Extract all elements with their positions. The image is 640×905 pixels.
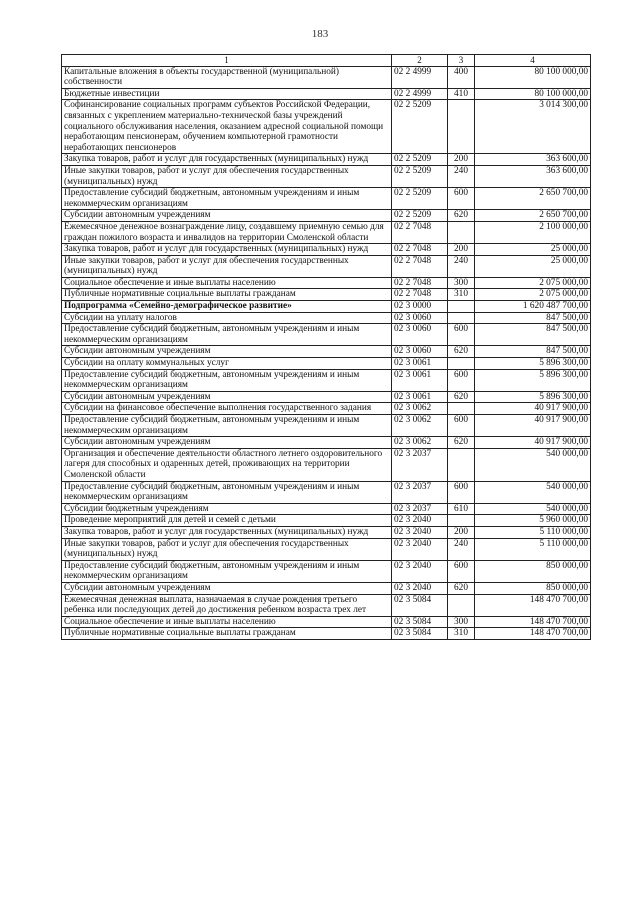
header-col-sum: 4 — [475, 55, 591, 67]
table-row — [62, 221, 591, 243]
row-code-cell: 02 2 5209 — [392, 165, 448, 187]
budget-table — [61, 54, 591, 640]
table-row — [62, 346, 591, 358]
row-name-cell: Социальное обеспечение и иные выплаты населению — [62, 277, 392, 289]
row-code-cell: 02 3 0060 — [392, 346, 448, 358]
row-code-cell: 02 3 0062 — [392, 415, 448, 437]
row-code-cell: 02 2 7048 — [392, 289, 448, 301]
row-code-cell: 02 3 0060 — [392, 324, 448, 346]
row-name-cell: Закупка товаров, работ и услуг для государственных (муниципальных) нужд — [62, 526, 392, 538]
row-sum-cell: 5 110 000,00 — [475, 526, 591, 538]
row-code-cell: 02 3 2037 — [392, 503, 448, 515]
row-sum-cell: 2 100 000,00 — [475, 221, 591, 243]
row-type-cell: 240 — [448, 255, 475, 277]
row-name-cell: Предоставление субсидий бюджетным, автономным учреждениям и иным некоммерческим организациям — [62, 481, 392, 503]
row-name-cell: Ежемесячное денежное вознаграждение лицу, создавшему приемную семью для граждан пожилого возраста и инвалидов на территории Смоленской области — [62, 221, 392, 243]
table-row — [62, 526, 591, 538]
row-type-cell: 400 — [448, 66, 475, 88]
row-type-cell: 600 — [448, 324, 475, 346]
row-name-cell: Субсидии на оплату коммунальных услуг — [62, 358, 392, 370]
row-name-cell: Проведение мероприятий для детей и семей с детьми — [62, 515, 392, 527]
page-number: 183 — [311, 28, 329, 40]
row-code-cell: 02 3 5084 — [392, 628, 448, 640]
row-type-cell: 600 — [448, 188, 475, 210]
row-code-cell: 02 2 7048 — [392, 255, 448, 277]
row-type-cell — [448, 358, 475, 370]
row-type-cell: 620 — [448, 391, 475, 403]
row-name-cell: Подпрограмма «Семейно-демографическое развитие» — [62, 301, 392, 313]
row-type-cell: 620 — [448, 582, 475, 594]
row-name-cell: Публичные нормативные социальные выплаты гражданам — [62, 628, 392, 640]
row-type-cell: 600 — [448, 415, 475, 437]
row-code-cell: 02 2 5209 — [392, 210, 448, 222]
row-sum-cell: 25 000,00 — [475, 255, 591, 277]
row-type-cell: 600 — [448, 369, 475, 391]
table-row — [62, 277, 591, 289]
row-type-cell: 240 — [448, 165, 475, 187]
row-code-cell: 02 2 4999 — [392, 88, 448, 100]
table-row — [62, 154, 591, 166]
table-row — [62, 616, 591, 628]
row-code-cell: 02 3 2040 — [392, 515, 448, 527]
row-sum-cell: 850 000,00 — [475, 560, 591, 582]
row-name-cell: Субсидии бюджетным учреждениям — [62, 503, 392, 515]
header-col-code: 2 — [392, 55, 448, 67]
table-row — [62, 244, 591, 256]
table-row — [62, 88, 591, 100]
table-row — [62, 481, 591, 503]
row-type-cell — [448, 312, 475, 324]
row-sum-cell: 25 000,00 — [475, 244, 591, 256]
row-type-cell: 620 — [448, 437, 475, 449]
table-row — [62, 628, 591, 640]
row-name-cell: Предоставление субсидий бюджетным, автономным учреждениям и иным некоммерческим организациям — [62, 188, 392, 210]
row-type-cell — [448, 515, 475, 527]
table-row — [62, 594, 591, 616]
row-sum-cell: 540 000,00 — [475, 448, 591, 481]
row-code-cell: 02 3 2037 — [392, 448, 448, 481]
row-type-cell: 600 — [448, 560, 475, 582]
row-code-cell: 02 3 0062 — [392, 437, 448, 449]
row-name-cell: Предоставление субсидий бюджетным, автономным учреждениям и иным некоммерческим организациям — [62, 324, 392, 346]
row-name-cell: Закупка товаров, работ и услуг для государственных (муниципальных) нужд — [62, 244, 392, 256]
table-row — [62, 301, 591, 313]
row-code-cell: 02 2 5209 — [392, 154, 448, 166]
table-header-row — [62, 55, 591, 67]
row-code-cell: 02 3 0060 — [392, 312, 448, 324]
table-row — [62, 358, 591, 370]
table-row — [62, 403, 591, 415]
table-row — [62, 255, 591, 277]
row-name-cell: Субсидии автономным учреждениям — [62, 582, 392, 594]
row-name-cell: Предоставление субсидий бюджетным, автономным учреждениям и иным некоммерческим организациям — [62, 560, 392, 582]
row-code-cell: 02 3 2040 — [392, 582, 448, 594]
table-row — [62, 369, 591, 391]
row-name-cell: Предоставление субсидий бюджетным, автономным учреждениям и иным некоммерческим организациям — [62, 415, 392, 437]
row-code-cell: 02 2 7048 — [392, 221, 448, 243]
table-row — [62, 289, 591, 301]
row-sum-cell: 40 917 900,00 — [475, 415, 591, 437]
row-sum-cell: 5 896 300,00 — [475, 369, 591, 391]
table-row — [62, 538, 591, 560]
row-sum-cell: 40 917 900,00 — [475, 437, 591, 449]
row-sum-cell: 5 960 000,00 — [475, 515, 591, 527]
row-name-cell: Организация и обеспечение деятельности областного летнего оздоровительного лагеря для способных и одаренных детей, проживающих на территории Смоленской области — [62, 448, 392, 481]
row-type-cell — [448, 403, 475, 415]
row-sum-cell: 148 470 700,00 — [475, 628, 591, 640]
row-type-cell: 300 — [448, 616, 475, 628]
table-row — [62, 437, 591, 449]
row-name-cell: Субсидии на финансовое обеспечение выполнения государственного задания — [62, 403, 392, 415]
row-sum-cell: 3 014 300,00 — [475, 100, 591, 154]
row-type-cell — [448, 301, 475, 313]
row-name-cell: Иные закупки товаров, работ и услуг для обеспечения государственных (муниципальных) нужд — [62, 165, 392, 187]
row-code-cell: 02 3 2037 — [392, 481, 448, 503]
row-code-cell: 02 3 0000 — [392, 301, 448, 313]
row-type-cell: 620 — [448, 210, 475, 222]
table-row — [62, 100, 591, 154]
table-row — [62, 324, 591, 346]
row-code-cell: 02 3 0061 — [392, 369, 448, 391]
row-type-cell: 310 — [448, 628, 475, 640]
row-name-cell: Субсидии автономным учреждениям — [62, 210, 392, 222]
row-code-cell: 02 2 5209 — [392, 188, 448, 210]
table-row — [62, 515, 591, 527]
row-name-cell: Капитальные вложения в объекты государственной (муниципальной) собственности — [62, 66, 392, 88]
row-code-cell: 02 3 2040 — [392, 560, 448, 582]
row-code-cell: 02 2 4999 — [392, 66, 448, 88]
row-name-cell: Бюджетные инвестиции — [62, 88, 392, 100]
row-sum-cell: 540 000,00 — [475, 503, 591, 515]
row-code-cell: 02 3 2040 — [392, 538, 448, 560]
row-sum-cell: 80 100 000,00 — [475, 66, 591, 88]
table-body — [62, 66, 591, 639]
row-type-cell: 200 — [448, 154, 475, 166]
table-row — [62, 210, 591, 222]
row-type-cell: 300 — [448, 277, 475, 289]
row-code-cell: 02 2 7048 — [392, 277, 448, 289]
row-name-cell: Публичные нормативные социальные выплаты гражданам — [62, 289, 392, 301]
row-code-cell: 02 3 2040 — [392, 526, 448, 538]
row-sum-cell: 5 896 300,00 — [475, 391, 591, 403]
header-col-type: 3 — [448, 55, 475, 67]
row-sum-cell: 80 100 000,00 — [475, 88, 591, 100]
table-row — [62, 66, 591, 88]
row-type-cell — [448, 100, 475, 154]
table-row — [62, 391, 591, 403]
row-name-cell: Иные закупки товаров, работ и услуг для обеспечения государственных (муниципальных) нужд — [62, 255, 392, 277]
row-type-cell — [448, 221, 475, 243]
row-code-cell: 02 3 5084 — [392, 594, 448, 616]
row-sum-cell: 850 000,00 — [475, 582, 591, 594]
row-code-cell: 02 3 0061 — [392, 391, 448, 403]
row-code-cell: 02 2 5209 — [392, 100, 448, 154]
row-code-cell: 02 3 5084 — [392, 616, 448, 628]
header-col-name: 1 — [62, 55, 392, 67]
row-type-cell: 410 — [448, 88, 475, 100]
row-sum-cell: 363 600,00 — [475, 154, 591, 166]
table-row — [62, 560, 591, 582]
row-code-cell: 02 3 0061 — [392, 358, 448, 370]
row-name-cell: Субсидии автономным учреждениям — [62, 391, 392, 403]
row-type-cell: 610 — [448, 503, 475, 515]
row-sum-cell: 5 896 300,00 — [475, 358, 591, 370]
row-code-cell: 02 2 7048 — [392, 244, 448, 256]
row-name-cell: Ежемесячная денежная выплата, назначаемая в случае рождения третьего ребенка или последующих детей до достижения ребенком возраста трех лет — [62, 594, 392, 616]
row-name-cell: Иные закупки товаров, работ и услуг для обеспечения государственных (муниципальных) нужд — [62, 538, 392, 560]
row-name-cell: Закупка товаров, работ и услуг для государственных (муниципальных) нужд — [62, 154, 392, 166]
table-row — [62, 188, 591, 210]
row-type-cell: 620 — [448, 346, 475, 358]
row-sum-cell: 2 650 700,00 — [475, 210, 591, 222]
row-code-cell: 02 3 0062 — [392, 403, 448, 415]
row-sum-cell: 148 470 700,00 — [475, 616, 591, 628]
row-name-cell: Субсидии автономным учреждениям — [62, 437, 392, 449]
table-row — [62, 165, 591, 187]
row-type-cell — [448, 448, 475, 481]
table-row — [62, 448, 591, 481]
row-name-cell: Софинансирование социальных программ субъектов Российской Федерации, связанных с укреплением материально-технической базы учреждений социального обслуживания населения, оказанием адресной социальной помощи неработающим пенсионерам, обучением компьютерной грамотности неработающих пенсионеров — [62, 100, 392, 154]
row-type-cell — [448, 594, 475, 616]
table-row — [62, 503, 591, 515]
row-sum-cell: 363 600,00 — [475, 165, 591, 187]
row-name-cell: Субсидии на уплату налогов — [62, 312, 392, 324]
row-type-cell: 240 — [448, 538, 475, 560]
table-row — [62, 312, 591, 324]
row-sum-cell: 1 620 487 700,00 — [475, 301, 591, 313]
row-type-cell: 310 — [448, 289, 475, 301]
row-name-cell: Предоставление субсидий бюджетным, автономным учреждениям и иным некоммерческим организациям — [62, 369, 392, 391]
row-sum-cell: 40 917 900,00 — [475, 403, 591, 415]
row-sum-cell: 2 650 700,00 — [475, 188, 591, 210]
row-type-cell: 600 — [448, 481, 475, 503]
row-name-cell: Субсидии автономным учреждениям — [62, 346, 392, 358]
row-type-cell: 200 — [448, 526, 475, 538]
row-sum-cell: 847 500,00 — [475, 346, 591, 358]
row-sum-cell: 5 110 000,00 — [475, 538, 591, 560]
table-row — [62, 415, 591, 437]
row-sum-cell: 148 470 700,00 — [475, 594, 591, 616]
row-sum-cell: 847 500,00 — [475, 312, 591, 324]
row-sum-cell: 2 075 000,00 — [475, 289, 591, 301]
row-sum-cell: 540 000,00 — [475, 481, 591, 503]
row-type-cell: 200 — [448, 244, 475, 256]
row-sum-cell: 847 500,00 — [475, 324, 591, 346]
row-name-cell: Социальное обеспечение и иные выплаты населению — [62, 616, 392, 628]
table-row — [62, 582, 591, 594]
row-sum-cell: 2 075 000,00 — [475, 277, 591, 289]
